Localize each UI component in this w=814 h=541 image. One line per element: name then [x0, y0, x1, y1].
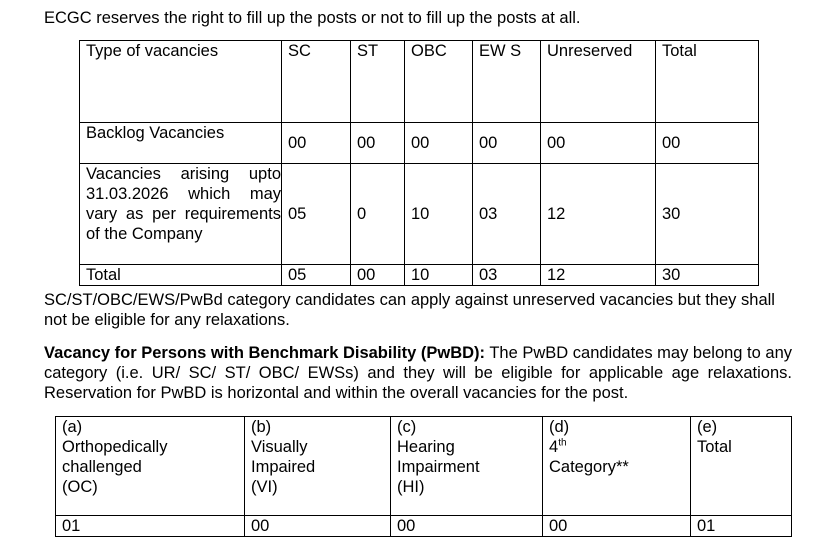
col-header-ews: EW S — [473, 41, 541, 123]
table-row — [80, 164, 759, 265]
intro-text: ECGC reserves the right to fill up the posts or not to fill up the posts at all. — [44, 9, 581, 27]
cell-value: 00 — [543, 516, 691, 537]
cell-value: 0 — [351, 164, 405, 265]
vacancy-table-header-row — [80, 41, 759, 123]
pwbd-col-4th-category: (d) 4th Category** — [543, 417, 691, 516]
cell-value: 12 — [541, 265, 656, 286]
note-text: SC/ST/OBC/EWS/PwBd category candidates can apply against unreserved vacancies but they shall not be eligible for any relaxations. — [44, 291, 775, 329]
pwbd-header-row — [56, 417, 792, 516]
col-header-unreserved: Unreserved — [541, 41, 656, 123]
cell-value: 00 — [282, 123, 351, 164]
cell-value: 00 — [656, 123, 759, 164]
cell-value: 30 — [656, 265, 759, 286]
col-header-sc: SC — [282, 41, 351, 123]
cell-value: 00 — [351, 265, 405, 286]
cell-value: 05 — [282, 164, 351, 265]
cell-value: 05 — [282, 265, 351, 286]
cell-value: 03 — [473, 265, 541, 286]
cell-value: 00 — [473, 123, 541, 164]
col-header-st: ST — [351, 41, 405, 123]
cell-value: 00 — [245, 516, 391, 537]
row-label: Total — [80, 265, 282, 286]
pwbd-heading: Vacancy for Persons with Benchmark Disability (PwBD): — [44, 344, 486, 362]
pwbd-values-row — [56, 516, 792, 537]
cell-value: 01 — [691, 516, 792, 537]
pwbd-col-vi: (b) Visually Impaired (VI) — [245, 417, 391, 516]
cell-value: 00 — [541, 123, 656, 164]
cell-value: 10 — [405, 164, 473, 265]
col-header-obc: OBC — [405, 41, 473, 123]
cell-value: 00 — [391, 516, 543, 537]
cell-value: 00 — [405, 123, 473, 164]
cell-value: 03 — [473, 164, 541, 265]
row-label: Backlog Vacancies — [80, 123, 282, 164]
pwbd-col-oc: (a) Orthopedically challenged (OC) — [56, 417, 245, 516]
table-row-total — [80, 265, 759, 286]
pwbd-text: The PwBD candidates may belong to any category (i.e. UR/ SC/ ST/ OBC/ EWSs) and they will be eligible for applicable age relaxations. Reservation for PwBD is horizontal and within the overall vacancies for the post. — [44, 344, 793, 402]
col-header-type: Type of vacancies — [80, 41, 282, 123]
cell-value: 12 — [541, 164, 656, 265]
pwbd-col-total: (e) Total — [691, 417, 792, 516]
cell-value: 10 — [405, 265, 473, 286]
col-header-total: Total — [656, 41, 759, 123]
cell-value: 30 — [656, 164, 759, 265]
table-row — [80, 123, 759, 164]
cell-value: 00 — [351, 123, 405, 164]
pwbd-col-hi: (c) Hearing Impairment (HI) — [391, 417, 543, 516]
cell-value: 01 — [56, 516, 245, 537]
vacancy-table — [79, 40, 759, 286]
pwbd-table — [55, 416, 792, 537]
pwbd-paragraph — [44, 343, 792, 403]
row-label: Vacancies arising upto 31.03.2026 which may vary as per requirements of the Company — [80, 164, 282, 265]
